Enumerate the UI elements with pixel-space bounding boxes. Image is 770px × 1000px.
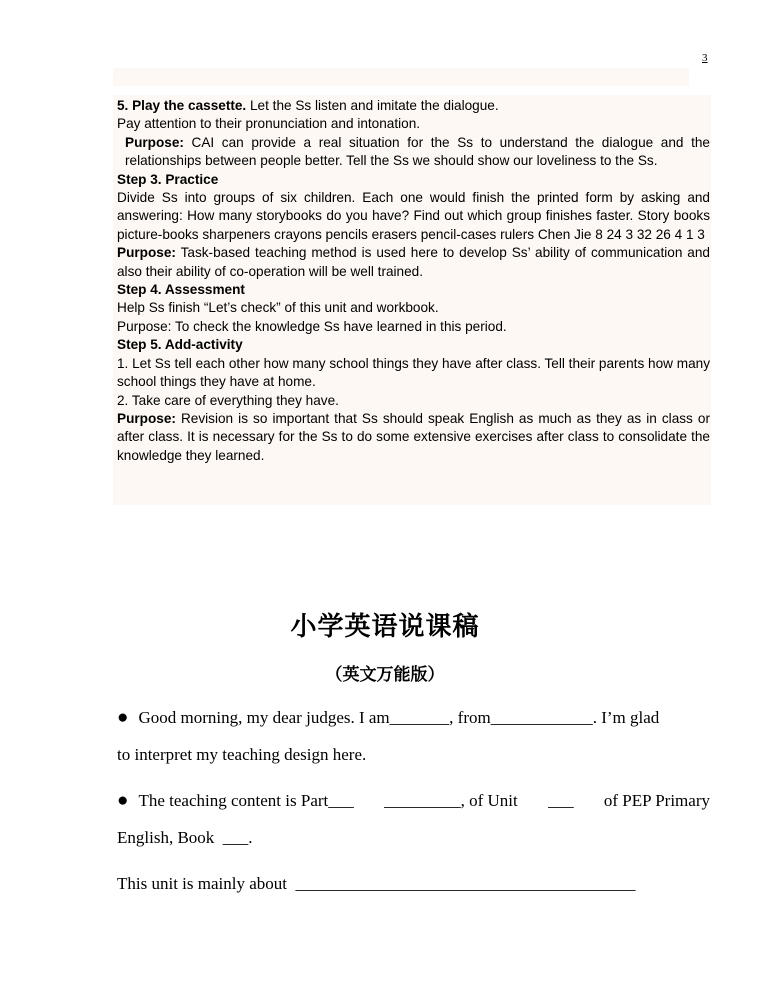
content-book-source: of PEP Primary [603, 791, 710, 810]
bullet-icon: ● [117, 707, 129, 728]
attention-line: Pay attention to their pronunciation and intonation. [117, 116, 421, 132]
step5-heading: Step 5. Add-activity [117, 337, 243, 353]
content-unit: _________, of Unit [384, 791, 518, 810]
bullet-icon: ● [117, 790, 129, 811]
greeting-text: Good morning, my dear judges. I am_______, from____________. I’m glad [138, 708, 660, 727]
purpose-paragraph-3 [117, 410, 710, 465]
assessment-line: Help Ss finish “Let’s check” of this unit and workbook. [117, 300, 439, 316]
item5-heading: 5. Play the cassette. [117, 98, 247, 113]
step4-heading: Step 4. Assessment [117, 282, 245, 298]
greeting-line-2: to interpret my teaching design here. [117, 745, 367, 764]
purpose-label: Purpose: [117, 245, 176, 261]
content-part-text: The teaching content is Part___ [138, 791, 354, 810]
step3-heading: Step 3. Practice [117, 171, 219, 187]
content-unit-blank: ___ [548, 791, 574, 810]
purpose-paragraph-1 [117, 134, 710, 171]
purpose-text: Revision is so important that Ss should speak English as much as they as in class or after class. It is necessary for the Ss to do some extensive exercises after class to consolidate the knowledge they learned. [117, 410, 710, 463]
item5-text: Let the Ss listen and imitate the dialogue. [246, 98, 499, 113]
unit-line: This unit is mainly about ________________________________________ [117, 874, 636, 893]
content-line-2: English, Book ___. [117, 828, 253, 847]
page-number: 3 [702, 52, 708, 64]
lesson-steps-section [117, 97, 710, 465]
add-activity-2: 2. Take care of everything they have. [117, 392, 339, 408]
purpose-label: Purpose: [117, 410, 176, 426]
purpose-text: Task-based teaching method is used here to develop Ss’ ability of communication and also their ability of co-operation will be well trained. [117, 245, 710, 279]
add-activity-1: 1. Let Ss tell each other how many school things they have after class. Tell their parents how many school things they have at home. [117, 355, 710, 390]
header-band [113, 68, 689, 86]
purpose-label: Purpose: [125, 134, 184, 150]
document-subtitle: （英文万能版） [325, 665, 445, 685]
step5-play-line [117, 97, 710, 115]
content-part [117, 790, 354, 812]
purpose-paragraph-2 [117, 244, 710, 281]
content-line-1 [117, 790, 710, 812]
greeting-line-1 [117, 707, 710, 729]
practice-paragraph: Divide Ss into groups of six children. Each one would finish the printed form by asking and answering: How many storybooks do you have? Find out which group finishes faster. Story books picture-books sharpeners crayons pencils erasers pencil-cases rulers Chen Jie 8 24 3 32 26 4 1 3 [117, 190, 710, 242]
purpose-text: CAI can provide a real situation for the Ss to understand the dialogue and the relationships between people better. Tell the Ss we should show our loveliness to the Ss. [125, 134, 710, 169]
assessment-purpose-line: Purpose: To check the knowledge Ss have learned in this period. [117, 318, 507, 334]
document-title: 小学英语说课稿 [290, 612, 480, 642]
